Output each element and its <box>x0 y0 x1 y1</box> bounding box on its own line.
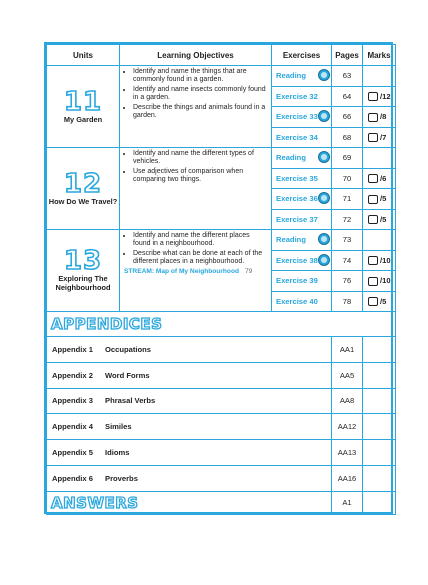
appendix-list <box>47 337 396 492</box>
score-box[interactable] <box>368 174 378 183</box>
appendix-mark <box>363 465 396 491</box>
appendix-page: AA1 <box>332 337 363 363</box>
appendix-label: Appendix 1 <box>52 344 93 354</box>
page-number: 63 <box>332 66 363 87</box>
exercise-label: Exercise 34 <box>276 132 318 142</box>
page-number: 78 <box>332 291 363 312</box>
objectives-header: Learning Objectives <box>120 45 272 66</box>
stream-activity[interactable] <box>124 268 269 276</box>
answers-row <box>47 491 396 514</box>
appendix-entry[interactable] <box>47 388 332 414</box>
exercises-header: Exercises <box>272 45 332 66</box>
exercise-link[interactable] <box>272 250 332 271</box>
appendix-page: AA16 <box>332 465 363 491</box>
page-number: 71 <box>332 189 363 210</box>
objectives-list <box>124 232 269 267</box>
appendix-label: Appendix 4 <box>52 422 93 432</box>
exercise-link[interactable] <box>272 189 332 210</box>
total-marks: /5 <box>380 194 387 203</box>
audio-disc-icon[interactable] <box>318 151 330 163</box>
exercise-link[interactable] <box>272 291 332 312</box>
score-box[interactable] <box>368 92 378 101</box>
appendix-label: Appendix 2 <box>52 370 93 380</box>
answers-body <box>47 491 396 514</box>
objective-item: • Identify and name the different places found in a neighbourhood. <box>133 232 269 249</box>
audio-disc-icon[interactable] <box>318 233 330 245</box>
audio-disc-icon[interactable] <box>318 254 330 266</box>
unit-row <box>47 148 396 169</box>
total-marks: /5 <box>380 214 387 224</box>
marks-cell <box>363 148 396 169</box>
appendix-page: AA13 <box>332 440 363 466</box>
page-number: 70 <box>332 168 363 189</box>
total-marks: /8 <box>380 112 387 121</box>
appendix-page: AA5 <box>332 362 363 388</box>
total-marks: /6 <box>380 173 387 183</box>
score-box[interactable] <box>368 256 378 265</box>
answers-title: ANSWERS <box>47 491 332 514</box>
exercise-link[interactable] <box>272 230 332 251</box>
exercise-link[interactable] <box>272 86 332 107</box>
exercise-label: Reading <box>276 235 306 245</box>
appendix-row <box>47 465 396 491</box>
appendix-title: Idioms <box>105 448 130 458</box>
objective-item: • Identify and name the different types of vehicles. <box>133 150 269 167</box>
marks-cell <box>363 189 396 210</box>
appendix-row <box>47 414 396 440</box>
stream-label: STREAM: Map of My Neighbourhood <box>124 267 240 275</box>
marks-header: Marks <box>363 45 396 66</box>
unit-title: How Do We Travel? <box>48 196 118 206</box>
exercise-label: Exercise 32 <box>276 91 318 101</box>
marks-cell <box>363 107 396 128</box>
exercise-label: Exercise 38 <box>276 255 318 265</box>
marks-cell <box>363 127 396 148</box>
objective-item: • Identify and name insects commonly found in a garden. <box>133 86 269 103</box>
objectives-cell <box>120 66 272 148</box>
objective-item: • Describe what can be done at each of the different places in a neighbourhood. <box>133 250 269 267</box>
appendix-entry[interactable] <box>47 362 332 388</box>
marks-cell <box>363 209 396 230</box>
audio-disc-icon[interactable] <box>318 110 330 122</box>
appendix-label: Appendix 3 <box>52 396 93 406</box>
marks-cell <box>363 230 396 251</box>
appendix-mark <box>363 337 396 363</box>
exercise-label: Exercise 36 <box>276 194 318 204</box>
unit-number: 12 <box>63 168 103 199</box>
exercise-link[interactable] <box>272 168 332 189</box>
appendix-page: AA8 <box>332 388 363 414</box>
appendix-entry[interactable] <box>47 337 332 363</box>
marks-cell <box>363 168 396 189</box>
score-box[interactable] <box>368 133 378 142</box>
marks-cell <box>363 66 396 87</box>
marks-cell <box>363 250 396 271</box>
units-header: Units <box>47 45 120 66</box>
contents-table-frame <box>44 42 393 514</box>
unit-title: My Garden <box>63 114 103 124</box>
page-number: 69 <box>332 148 363 169</box>
unit-number: 11 <box>63 86 103 117</box>
appendix-title: Proverbs <box>105 473 138 483</box>
objective-item: • Describe the things and animals found in a garden. <box>133 104 269 121</box>
appendix-mark <box>363 388 396 414</box>
appendices-body <box>47 312 396 337</box>
audio-disc-icon[interactable] <box>318 192 330 204</box>
appendices-title: APPENDICES <box>47 312 396 337</box>
score-box[interactable] <box>368 277 378 286</box>
page-number: 66 <box>332 107 363 128</box>
score-box[interactable] <box>368 297 378 306</box>
total-marks: /12 <box>380 91 391 101</box>
unit-number: 13 <box>63 246 103 276</box>
objectives-cell <box>120 230 272 312</box>
objectives-list <box>124 68 269 120</box>
appendix-title: Word Forms <box>105 370 150 380</box>
appendix-mark <box>363 414 396 440</box>
appendix-entry[interactable] <box>47 414 332 440</box>
exercise-link[interactable] <box>272 127 332 148</box>
appendix-title: Occupations <box>105 344 151 354</box>
contents-table <box>46 44 396 515</box>
exercise-label: Reading <box>276 153 306 163</box>
pages-header: Pages <box>332 45 363 66</box>
exercise-label: Exercise 39 <box>276 276 318 286</box>
header-row <box>47 45 396 66</box>
appendix-mark <box>363 440 396 466</box>
appendix-entry[interactable] <box>47 465 332 491</box>
appendix-row <box>47 362 396 388</box>
page-number: 68 <box>332 127 363 148</box>
audio-disc-icon[interactable] <box>318 69 330 81</box>
exercise-label: Exercise 40 <box>276 296 318 306</box>
objective-item: • Use adjectives of comparison when comparing two things. <box>133 168 269 185</box>
score-box[interactable] <box>368 113 378 122</box>
exercise-link[interactable] <box>272 66 332 87</box>
total-marks: /7 <box>380 132 387 142</box>
page-number: 74 <box>332 250 363 271</box>
answers-mark <box>363 491 396 514</box>
page-number: 72 <box>332 209 363 230</box>
unit-cell <box>47 148 120 230</box>
unit-row <box>47 230 396 251</box>
answers-page: A1 <box>332 491 363 514</box>
score-box[interactable] <box>368 195 378 204</box>
appendix-entry[interactable] <box>47 440 332 466</box>
unit-row <box>47 66 396 87</box>
appendix-row <box>47 440 396 466</box>
exercise-link[interactable] <box>272 209 332 230</box>
marks-cell <box>363 291 396 312</box>
appendix-page: AA12 <box>332 414 363 440</box>
appendix-label: Appendix 6 <box>52 473 93 483</box>
total-marks: /10 <box>380 255 391 265</box>
page-number: 76 <box>332 271 363 292</box>
exercise-label: Exercise 33 <box>276 112 318 122</box>
unit-cell <box>47 66 120 148</box>
exercise-link[interactable] <box>272 107 332 128</box>
exercise-label: Exercise 35 <box>276 173 318 183</box>
appendix-row <box>47 388 396 414</box>
appendix-mark <box>363 362 396 388</box>
appendix-title: Phrasal Verbs <box>105 396 156 406</box>
page-number: 73 <box>332 230 363 251</box>
objective-item: • Identify and name the things that are commonly found in a garden. <box>133 68 269 85</box>
objectives-list <box>124 150 269 185</box>
exercise-label: Reading <box>276 71 306 81</box>
unit-cell <box>47 230 120 312</box>
appendices-heading-row <box>47 312 396 337</box>
appendix-label: Appendix 5 <box>52 448 93 458</box>
objectives-cell <box>120 148 272 230</box>
page-number: 64 <box>332 86 363 107</box>
score-box[interactable] <box>368 215 378 224</box>
units-body <box>47 66 396 312</box>
total-marks: /5 <box>380 296 387 306</box>
exercise-label: Exercise 37 <box>276 214 318 224</box>
unit-title: Exploring The Neighbourhood <box>55 274 111 292</box>
marks-cell <box>363 271 396 292</box>
appendix-row <box>47 337 396 363</box>
exercise-link[interactable] <box>272 148 332 169</box>
marks-cell <box>363 86 396 107</box>
total-marks: /10 <box>380 276 391 285</box>
stream-page: 79 <box>245 267 253 275</box>
exercise-link[interactable] <box>272 271 332 292</box>
appendix-title: Similes <box>105 422 132 432</box>
